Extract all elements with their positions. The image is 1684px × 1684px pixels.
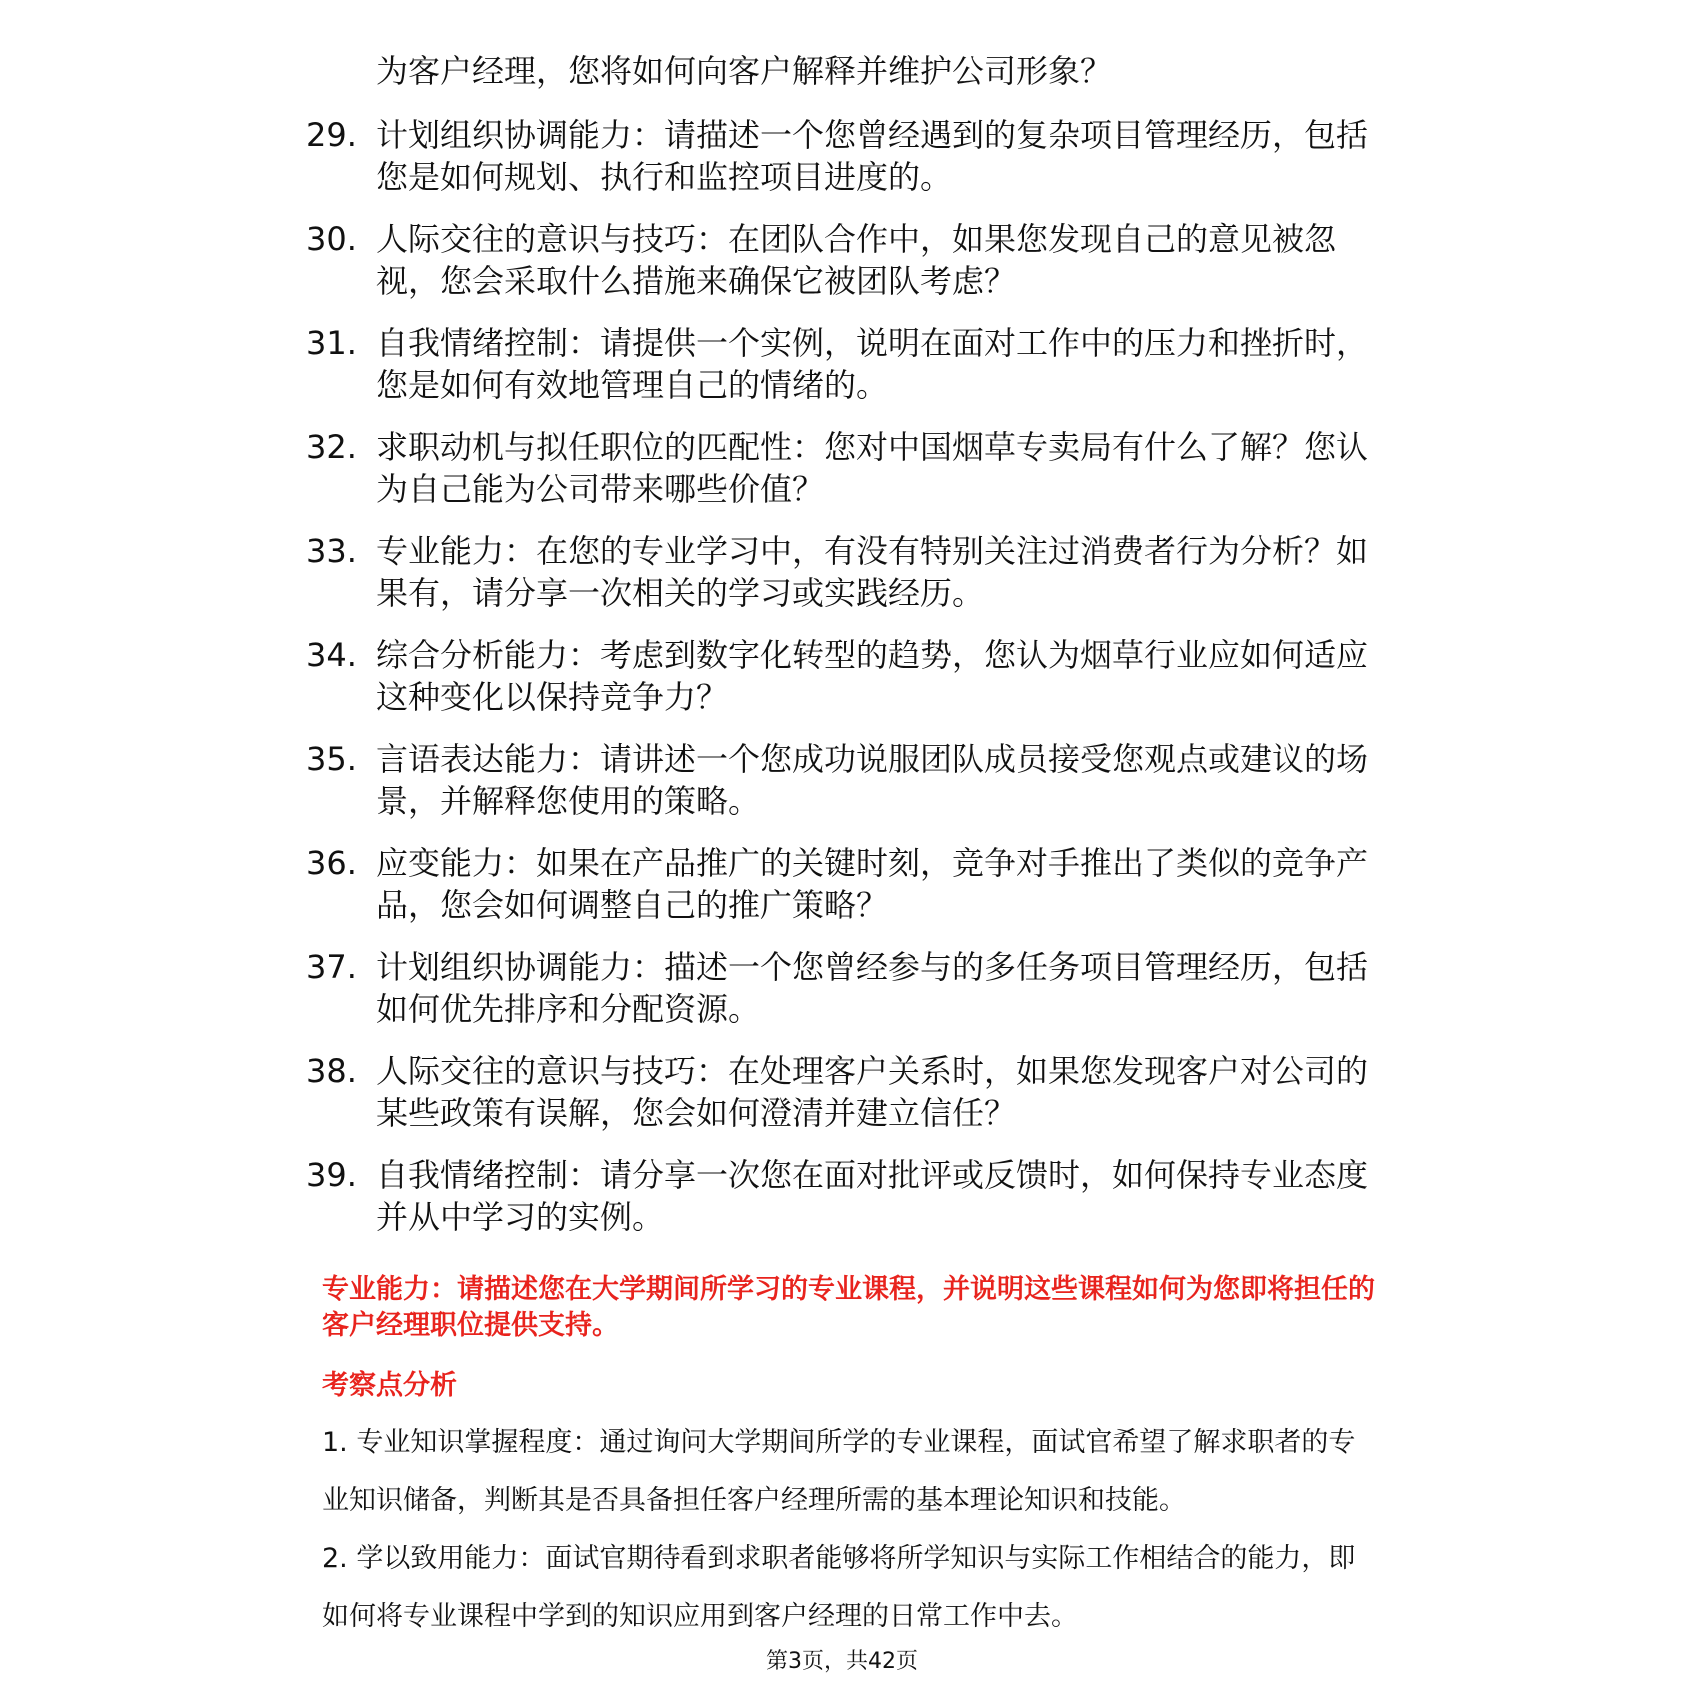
list-item <box>306 114 1369 218</box>
question-text: 人际交往的意识与技巧：在处理客户关系时，如果您发现客户对公司的某些政策有误解，您会如何澄清并建立信任？ <box>376 1052 1369 1132</box>
question-text: 专业能力：在您的专业学习中，有没有特别关注过消费者行为分析？如果有，请分享一次相关的学习或实践经历。 <box>376 532 1369 612</box>
list-item <box>306 218 1366 322</box>
list-item <box>306 1154 1369 1258</box>
analysis-point: 2. 学以致用能力：面试官期待看到求职者能够将所学知识与实际工作相结合的能力，即如何将专业课程中学到的知识应用到客户经理的日常工作中去。 <box>322 1543 1356 1632</box>
list-item <box>306 426 1369 530</box>
question-number: 37. <box>306 948 357 986</box>
list-item <box>306 634 1369 738</box>
question-text: 自我情绪控制：请分享一次您在面对批评或反馈时，如何保持专业态度并从中学习的实例。 <box>376 1156 1369 1236</box>
question-number: 38. <box>306 1052 357 1090</box>
question-list <box>306 114 1369 1258</box>
question-number: 34. <box>306 636 357 674</box>
question-text: 求职动机与拟任职位的匹配性：您对中国烟草专卖局有什么了解？您认为自己能为公司带来哪些价值？ <box>376 428 1369 508</box>
question-text: 应变能力：如果在产品推广的关键时刻，竞争对手推出了类似的竞争产品，您会如何调整自己的推广策略？ <box>376 844 1369 924</box>
question-number: 35. <box>306 740 357 778</box>
question-number: 32. <box>306 428 357 466</box>
question-number: 39. <box>306 1156 357 1194</box>
analysis-heading: 考察点分析 <box>322 1370 457 1401</box>
page-number: 第3页，共42页 <box>766 1649 918 1674</box>
question-text: 人际交往的意识与技巧：在团队合作中，如果您发现自己的意见被忽视，您会采取什么措施来确保它被团队考虑？ <box>376 220 1337 300</box>
analysis-body <box>322 1414 1382 1646</box>
list-item <box>306 842 1369 946</box>
question-number: 30. <box>306 220 357 258</box>
list-item <box>306 738 1369 842</box>
question-number: 33. <box>306 532 357 570</box>
list-item <box>306 946 1369 1050</box>
question-number: 36. <box>306 844 357 882</box>
question-text: 自我情绪控制：请提供一个实例，说明在面对工作中的压力和挫折时，您是如何有效地管理自己的情绪的。 <box>376 324 1369 404</box>
continued-question-text: 为客户经理，您将如何向客户解释并维护公司形象？ <box>376 52 1113 90</box>
question-number: 29. <box>306 116 357 154</box>
highlighted-question: 专业能力：请描述您在大学期间所学习的专业课程，并说明这些课程如何为您即将担任的客户经理职位提供支持。 <box>322 1274 1375 1341</box>
question-text: 计划组织协调能力：请描述一个您曾经遇到的复杂项目管理经历，包括您是如何规划、执行和监控项目进度的。 <box>376 116 1369 196</box>
question-text: 言语表达能力：请讲述一个您成功说服团队成员接受您观点或建议的场景，并解释您使用的策略。 <box>376 740 1369 820</box>
analysis-point: 1. 专业知识掌握程度：通过询问大学期间所学的专业课程，面试官希望了解求职者的专业知识储备，判断其是否具备担任客户经理所需的基本理论知识和技能。 <box>322 1427 1356 1516</box>
question-text: 计划组织协调能力：描述一个您曾经参与的多任务项目管理经历，包括如何优先排序和分配资源。 <box>376 948 1369 1028</box>
question-number: 31. <box>306 324 357 362</box>
question-text: 综合分析能力：考虑到数字化转型的趋势，您认为烟草行业应如何适应这种变化以保持竞争力？ <box>376 636 1369 716</box>
list-item <box>306 1050 1369 1154</box>
list-item <box>306 530 1369 634</box>
list-item <box>306 322 1369 426</box>
